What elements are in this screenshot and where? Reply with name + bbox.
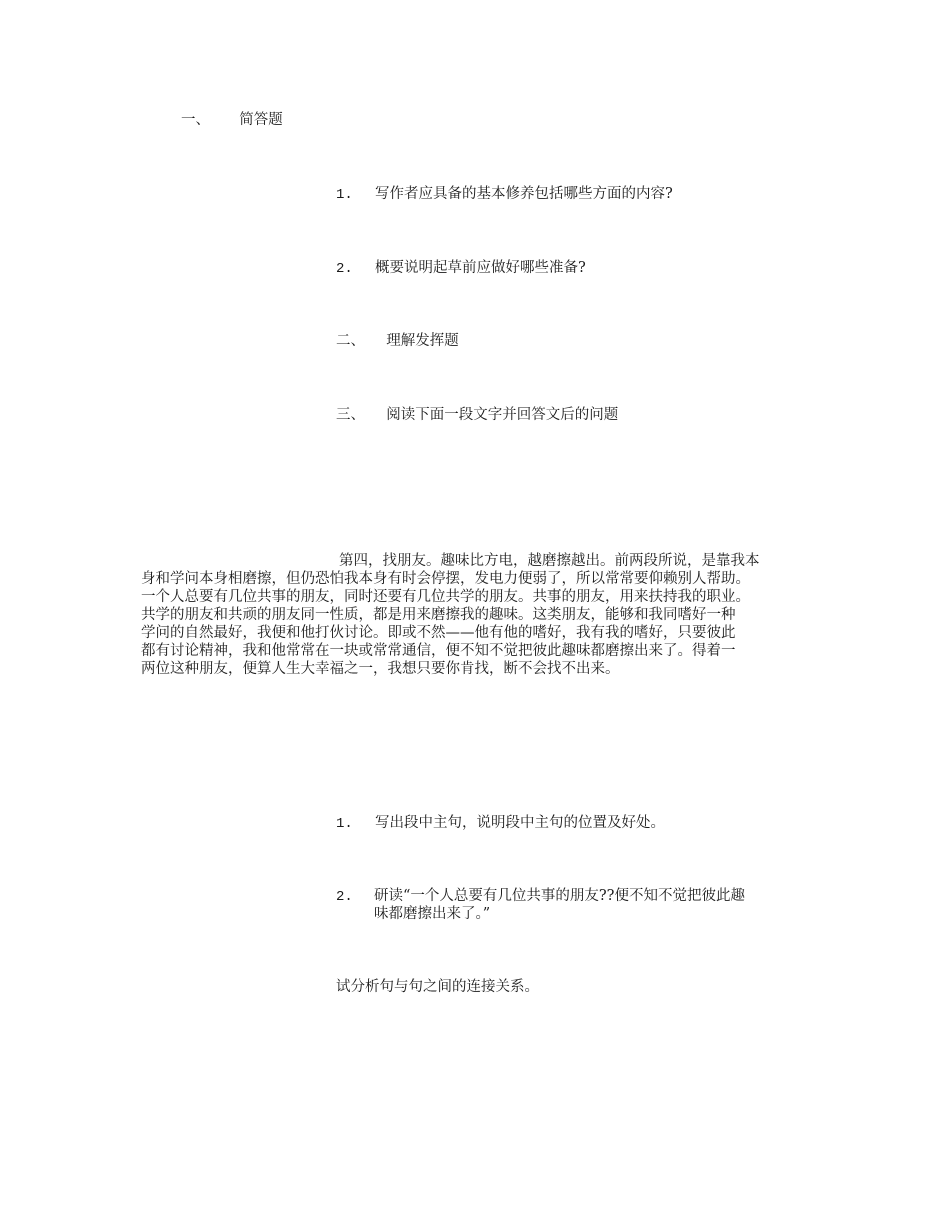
reading-question-2-line: 研读“一个人总要有几位共事的朋友??便不知不觉把彼此趣	[374, 888, 745, 904]
question-2-number: 2.	[336, 261, 353, 277]
section-2-marker: 二、	[336, 333, 365, 349]
section-3-title: 阅读下面一段文字并回答文后的问题	[386, 407, 619, 423]
section-1-title: 简答题	[239, 112, 283, 128]
section-1-marker: 一、	[181, 112, 210, 128]
passage-line: 共学的朋友和共顽的朋友同一性质，都是用来磨擦我的趣味。这类朋友，能够和我同嗜好一种	[141, 607, 736, 623]
passage-line: 第四，找朋友。趣味比方电，越磨擦越出。前两段所说，是靠我本	[339, 553, 760, 569]
reading-question-2-line: 味都磨擦出来了。”	[374, 906, 491, 922]
reading-question-1-text: 写出段中主句，说明段中主句的位置及好处。	[375, 815, 665, 831]
question-1-text: 写作者应具备的基本修养包括哪些方面的内容?	[375, 186, 673, 202]
section-3-heading	[336, 406, 618, 424]
passage-line: 都有讨论精神，我和他常常在一块或常常通信，便不知不觉把彼此趣味都磨擦出来了。得着一	[141, 643, 736, 659]
passage-line: 两位这种朋友，便算人生大幸福之一，我想只要你肯找，断不会找不出来。	[141, 661, 620, 677]
question-1-number: 1.	[336, 187, 353, 203]
passage-line: 身和学问本身相磨擦，但仍恐怕我本身有时会停摆，发电力便弱了，所以常常要仰赖别人帮助。	[141, 571, 750, 587]
section-2-title: 理解发挥题	[386, 333, 459, 349]
final-instruction: 试分析句与句之间的连接关系。	[336, 979, 539, 995]
section-1-heading	[181, 111, 283, 129]
section-2-heading	[336, 332, 459, 350]
reading-question-2-number: 2.	[336, 889, 353, 905]
reading-question-2-text	[374, 887, 745, 923]
question-2-text: 概要说明起草前应做好哪些准备?	[375, 260, 586, 276]
reading-question-1-number: 1.	[336, 816, 353, 832]
section-3-marker: 三、	[336, 407, 365, 423]
reading-passage	[141, 552, 821, 678]
passage-line: 一个人总要有几位共事的朋友，同时还要有几位共学的朋友。共事的朋友，用来扶持我的职业。	[141, 589, 750, 605]
passage-line: 学问的自然最好，我便和他打伙讨论。即或不然——他有他的嗜好，我有我的嗜好，只要彼此	[141, 625, 736, 641]
